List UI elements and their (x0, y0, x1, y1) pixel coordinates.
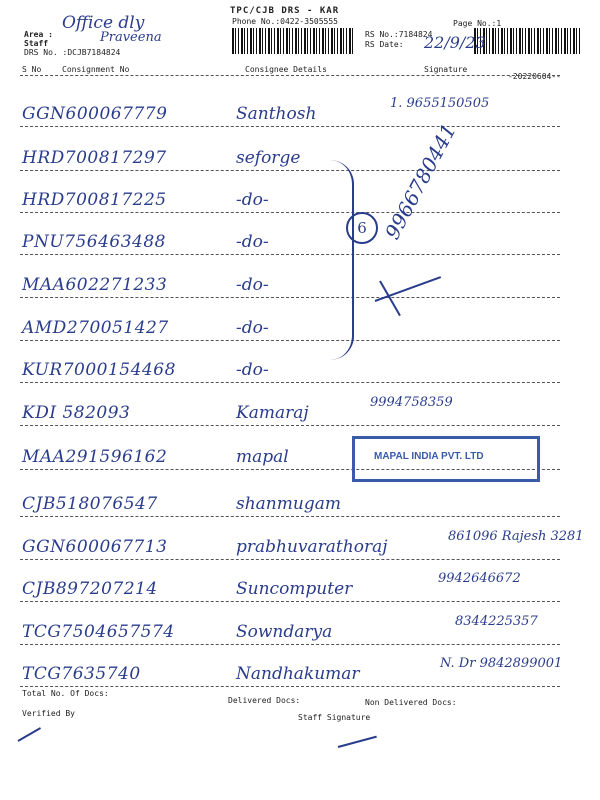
col-consignment: Consignment No (62, 65, 130, 74)
staff-signature (338, 736, 377, 748)
row-rule (20, 425, 560, 426)
row-rule (20, 382, 560, 383)
consignment-number: KUR7000154468 (22, 360, 176, 380)
consignee-name: Sowndarya (236, 622, 333, 642)
consignee-name: seforge (236, 148, 301, 168)
staff-label: Staff (24, 39, 49, 48)
col-signature: Signature (424, 65, 468, 74)
consignment-number: AMD270051427 (22, 318, 169, 338)
consignee-name: -do- (236, 190, 269, 210)
staff-signature-label: Staff Signature (298, 713, 371, 722)
delivered-docs-label: Delivered Docs: (228, 696, 301, 705)
page-number: Page No.:1 (453, 19, 502, 28)
col-sno: S No (22, 65, 42, 74)
recipient-signature: 9942646672 (438, 571, 521, 586)
consignee-name: mapal (236, 447, 289, 467)
stamp-text: MAPAL INDIA PVT. LTD (374, 451, 484, 462)
drs-number: DRS No. :DCJB7184824 (24, 48, 121, 57)
row-rule (20, 297, 560, 298)
group-brace (330, 160, 354, 360)
consignee-name: Suncomputer (236, 579, 353, 599)
recipient-signature: 8344225357 (455, 614, 538, 629)
consignee-name: Nandhakumar (236, 664, 360, 684)
consignee-name: -do- (236, 275, 269, 295)
rs-date-value: 22/9/23 (424, 33, 486, 52)
consignment-number: PNU756463488 (22, 232, 166, 252)
verifier-signature (18, 727, 42, 742)
row-rule (20, 601, 560, 602)
consignment-number: KDI 582093 (22, 403, 131, 423)
group-count: 6 (346, 212, 378, 244)
recipient-signature: 9994758359 (370, 395, 453, 410)
row-rule (20, 559, 560, 560)
recipient-signature: 1. 9655150505 (390, 96, 490, 111)
total-docs-label: Total No. Of Docs: (22, 689, 109, 698)
consignee-name: Santhosh (236, 104, 317, 124)
consignment-number: MAA291596162 (22, 447, 168, 467)
non-delivered-docs-label: Non Delivered Docs: (365, 698, 457, 707)
document-title: TPC/CJB DRS - KAR (230, 6, 340, 16)
consignee-name: prabhuvarathoraj (236, 537, 388, 557)
area-label: Area : (24, 30, 53, 39)
row-rule (20, 686, 560, 687)
drs-barcode (232, 28, 354, 54)
consignee-name: -do- (236, 318, 269, 338)
col-consignee: Consignee Details (245, 65, 327, 74)
consignment-number: CJB518076547 (22, 494, 158, 514)
consignment-number: HRD700817225 (22, 190, 167, 210)
consignee-name: shanmugam (236, 494, 341, 514)
row-rule (20, 516, 560, 517)
rs-date-label: RS Date: (365, 40, 404, 49)
consignment-number: GGN600067779 (22, 104, 168, 124)
row-rule (20, 644, 560, 645)
consignment-number: TCG7635740 (22, 664, 141, 684)
row-rule (20, 170, 560, 171)
batch-code: -20220604-- (508, 72, 561, 81)
row-rule (20, 126, 560, 127)
consignment-number: MAA602271233 (22, 275, 168, 295)
row-rule (20, 212, 560, 213)
row-rule (20, 254, 560, 255)
area-handwritten: Office dly (62, 13, 145, 33)
recipient-signature: 861096 Rajesh 3281 (448, 529, 584, 544)
verified-by-label: Verified By (22, 709, 75, 718)
consignee-name: -do- (236, 360, 269, 380)
group-phone: 9966780441 (380, 119, 461, 244)
consignment-number: TCG7504657574 (22, 622, 175, 642)
consignment-number: HRD700817297 (22, 148, 167, 168)
phone-number: Phone No.:0422-3505555 (232, 17, 338, 26)
consignee-name: Kamaraj (236, 403, 309, 423)
row-rule (20, 340, 560, 341)
header-rule (20, 75, 560, 76)
staff-handwritten: Praveena (100, 30, 162, 45)
rs-number: RS No.:7184824 (365, 30, 433, 39)
consignment-number: CJB897207214 (22, 579, 158, 599)
rs-barcode (474, 28, 580, 54)
recipient-signature: N. Dr 9842899001 (440, 656, 563, 671)
consignee-name: -do- (236, 232, 269, 252)
consignment-number: GGN600067713 (22, 537, 168, 557)
